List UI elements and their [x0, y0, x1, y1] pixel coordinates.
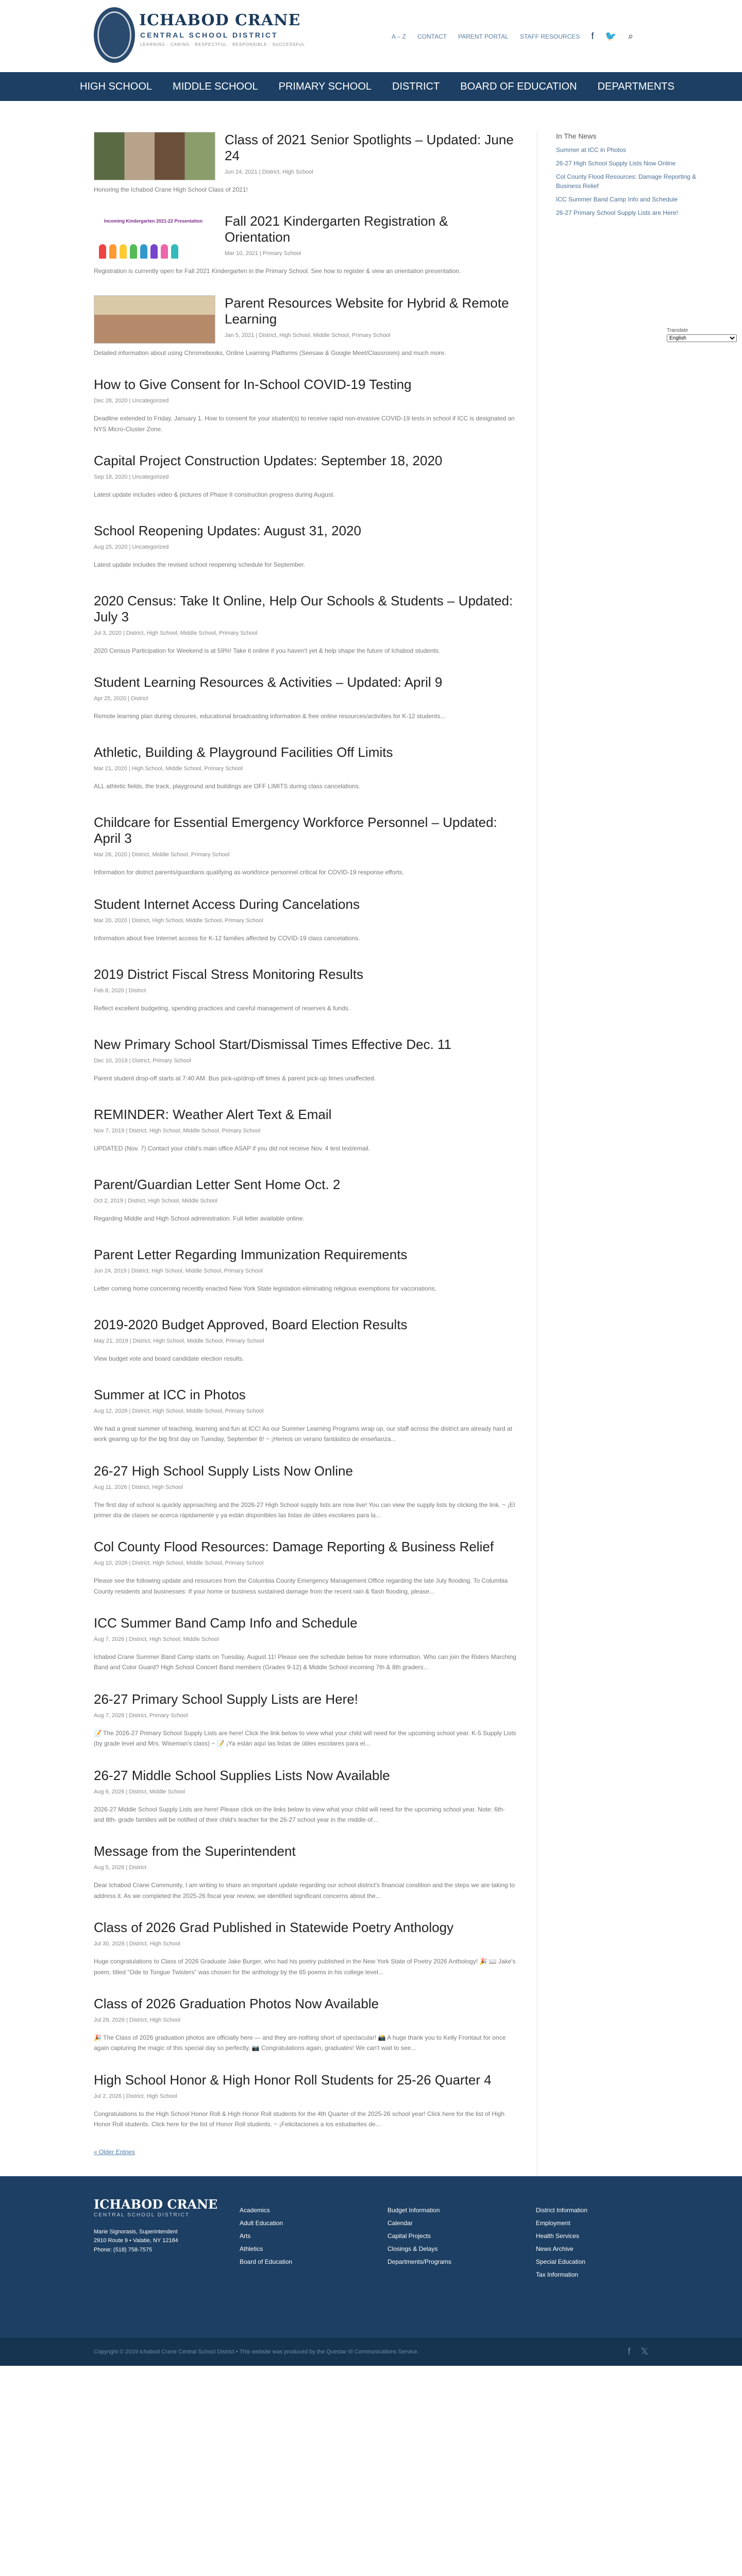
post-excerpt: Remote learning plan during closures, educational broadcasting information & free online resources/activities for K-12 students...	[94, 713, 446, 720]
sidebar-news-link[interactable]: Col County Flood Resources: Damage Reporting & Business Relief	[556, 173, 697, 190]
footer-link[interactable]: Health Services	[536, 2232, 580, 2240]
post-body	[94, 1037, 516, 1083]
post-body	[94, 1107, 516, 1154]
post-body	[94, 1387, 516, 1445]
footer-link[interactable]: Employment	[536, 2219, 570, 2227]
post-entry	[94, 1247, 516, 1298]
post-entry	[94, 1920, 516, 1977]
post-excerpt: Dear Ichabod Crane Community, I am writing to share an important update regarding our school district's financial condition and the steps we are taking to address it. As we completed the 2025-26 fiscal year review, we identified significant concerns about the...	[94, 1882, 515, 1900]
post-entry	[94, 1996, 516, 2054]
footer-link[interactable]: News Archive	[536, 2245, 574, 2253]
footer-link[interactable]: Tax Information	[536, 2271, 579, 2279]
post-title[interactable]: ICC Summer Band Camp Info and Schedule	[94, 1615, 358, 1631]
older-entries-link[interactable]: « Older Entries	[94, 2148, 136, 2156]
phone: Phone: (518) 758-7575	[94, 2246, 153, 2253]
post-excerpt: Registration is currently open for Fall 2021 Kindergarten in the Primary School. See how to register & view an orientation presentation.	[94, 267, 461, 275]
nav-primary-school[interactable]: PRIMARY SCHOOL	[278, 80, 372, 92]
post-title[interactable]: Parent/Guardian Letter Sent Home Oct. 2	[94, 1176, 341, 1192]
post-title[interactable]: Student Learning Resources & Activities – Updated: April 9	[94, 674, 443, 690]
util-link-a-z[interactable]: A – Z	[392, 32, 407, 40]
post-title[interactable]: Class of 2026 Grad Published in Statewide Poetry Anthology	[94, 1920, 454, 1936]
sidebar-news-link[interactable]: Summer at ICC in Photos	[556, 146, 627, 154]
post-excerpt: Huge congratulations to Class of 2026 Graduate Jake Burger, who had his poetry published in the New York State of Poetry 2026 Anthology! 🎉 📖 Jake's poem, titled "Ode to Tongue Twisters" was chosen for the anthology by the 65 poems in his college level...	[94, 1958, 516, 1976]
post-body	[94, 1247, 516, 1294]
post-thumbnail[interactable]	[94, 213, 215, 262]
post-title[interactable]: 2019 District Fiscal Stress Monitoring Results	[94, 966, 364, 982]
util-link-contact[interactable]: CONTACT	[417, 32, 447, 40]
sidebar-news-link[interactable]: ICC Summer Band Camp Info and Schedule	[556, 196, 678, 203]
post-meta: Aug 10, 2026 | District, High School, Middle School, Primary School	[94, 1560, 264, 1567]
post-body	[94, 1996, 516, 2054]
post-meta: Jul 3, 2020 | District, High School, Middle School, Primary School	[94, 630, 258, 636]
footer-subtitle: CENTRAL SCHOOL DISTRICT	[94, 2212, 190, 2218]
post-body	[94, 523, 516, 570]
post-title[interactable]: Childcare for Essential Emergency Workforce Personnel – Updated: April 3	[94, 815, 497, 846]
post-body	[94, 453, 516, 500]
kid-figure	[161, 244, 168, 259]
post-body	[94, 1539, 516, 1597]
post-excerpt: Letter coming home concerning recently enacted New York State legislation eliminating religious exemptions for vaccinations.	[94, 1284, 437, 1292]
post-title[interactable]: 26-27 High School Supply Lists Now Online	[94, 1463, 353, 1479]
post-body	[94, 2072, 516, 2130]
post-body	[94, 967, 516, 1013]
post-entry	[94, 1768, 516, 1825]
footer-link[interactable]: Capital Projects	[387, 2232, 431, 2240]
kid-figure	[140, 244, 147, 259]
main-nav	[0, 72, 742, 101]
post-entry	[94, 1691, 516, 1749]
post-excerpt: ALL athletic fields, the track, playground and buildings are OFF LIMITS during class cancelations.	[94, 783, 361, 790]
util-link-staff-resources[interactable]: STAFF RESOURCES	[519, 32, 580, 40]
post-meta: Aug 6, 2026 | District, Middle School	[94, 1788, 185, 1795]
language-select[interactable]	[667, 334, 737, 342]
post-title[interactable]: Class of 2026 Graduation Photos Now Available	[94, 1995, 379, 2011]
post-excerpt: 📝 The 2026-27 Primary School Supply Lists are here! Click the link below to view what your child will need for the upcoming school year. K-5 Supply Lists (by grade level and Mrs. Wiseman's class) ~ 📝 ¡Ya están aquí las listas de útiles escolares para el...	[94, 1729, 516, 1748]
kid-figure	[99, 244, 106, 259]
post-meta: Mar 21, 2020 | High School, Middle School, Primary School	[94, 766, 243, 772]
nav-district[interactable]: DISTRICT	[392, 80, 440, 92]
post-entry	[94, 967, 516, 1018]
post-meta: Aug 7, 2026 | District, Primary School	[94, 1712, 188, 1719]
post-meta: Apr 25, 2020 | District	[94, 696, 148, 702]
post-body	[94, 1317, 516, 1364]
post-entry	[94, 1463, 516, 1521]
utility-nav	[392, 31, 633, 42]
post-excerpt: Honoring the Ichabod Crane High School Class of 2021!	[94, 186, 248, 193]
nav-departments[interactable]: DEPARTMENTS	[597, 80, 674, 92]
post-meta: Aug 11, 2026 | District, High School	[94, 1484, 183, 1490]
footer-link[interactable]: Closings & Delays	[387, 2245, 438, 2253]
thumb-caption: Incoming Kindergarten 2021-22 Presentation	[104, 218, 203, 224]
post-title[interactable]: High School Honor & High Honor Roll Students for 25-26 Quarter 4	[94, 2072, 492, 2088]
footer-link[interactable]: Special Education	[536, 2258, 586, 2266]
post-title[interactable]: School Reopening Updates: August 31, 2020	[94, 522, 361, 538]
post-meta: Jan 5, 2021 | District, High School, Middle School, Primary School	[225, 332, 391, 338]
footer-link[interactable]: Calendar	[387, 2219, 413, 2227]
post-excerpt: 2020 Census Participation for Weekend is at 59%! Take it online if you haven't yet & help shape the future of Ichabod students.	[94, 647, 441, 654]
post-meta: Mar 20, 2020 | District, High School, Middle School, Primary School	[94, 917, 263, 924]
post-excerpt: Latest update includes video & pictures of Phase II construction progress during August.	[94, 490, 335, 498]
post-entry	[94, 523, 516, 574]
post-excerpt: UPDATED (Nov. 7) Contact your child's main office ASAP if you did not receive Nov. 4 test text/email.	[94, 1144, 370, 1152]
post-entry	[94, 213, 516, 276]
post-meta: Mar 10, 2021 | Primary School	[225, 250, 301, 257]
footer-link[interactable]: Board of Education	[240, 2258, 293, 2266]
post-title[interactable]: Summer at ICC in Photos	[94, 1386, 246, 1402]
post-body	[94, 896, 516, 943]
post-excerpt: Parent student drop-off starts at 7:40 AM. Bus pick-up/drop-off times & parent pick-up times unaffected.	[94, 1074, 376, 1082]
post-body	[94, 1920, 516, 1977]
translate-label: Translate	[667, 328, 688, 333]
util-link-parent-portal[interactable]: PARENT PORTAL	[458, 32, 509, 40]
post-title[interactable]: Message from the Superintendent	[94, 1843, 296, 1859]
post-title[interactable]: 2019-2020 Budget Approved, Board Election Results	[94, 1316, 408, 1332]
post-meta: May 21, 2019 | District, High School, Middle School, Primary School	[94, 1337, 264, 1344]
header	[0, 0, 742, 72]
nav-middle-school[interactable]: MIDDLE SCHOOL	[173, 80, 258, 92]
post-meta: Feb 8, 2020 | District	[94, 987, 146, 994]
post-entry	[94, 1107, 516, 1158]
post-excerpt: 🎉 The Class of 2026 graduation photos are officially here — and they are nothing short of spectacular! 📸 A huge thank you to Kelly Frontaut for once again capturing the magic of this special day so perfectly. 📷 Congratulations again, graduates! We can't wait to see...	[94, 2033, 506, 2052]
post-entry	[94, 1177, 516, 1228]
post-meta: Oct 2, 2019 | District, High School, Middle School	[94, 1197, 218, 1204]
post-meta: Jun 24, 2021 | District, High School	[225, 169, 313, 175]
footer-link[interactable]: Academics	[240, 2206, 270, 2214]
post-entry	[94, 1387, 516, 1445]
post-title[interactable]: New Primary School Start/Dismissal Times Effective Dec. 11	[94, 1036, 452, 1052]
post-entry	[94, 453, 516, 504]
post-excerpt: Regarding Middle and High School administration. Full letter available online.	[94, 1214, 305, 1222]
post-body	[94, 674, 516, 721]
footer-link[interactable]: District Information	[536, 2206, 588, 2214]
post-body	[94, 1691, 516, 1749]
sidebar-title: In The News	[556, 132, 597, 140]
post-excerpt: Information for district parents/guardians qualifying as workforce personnel critical for COVID-19 response efforts.	[94, 869, 404, 876]
post-entry	[94, 1615, 516, 1673]
kids-illustration	[99, 244, 178, 259]
post-body	[225, 295, 516, 348]
post-entry	[94, 377, 516, 434]
post-entry	[94, 1539, 516, 1597]
footer-link[interactable]: Arts	[240, 2232, 251, 2240]
post-title[interactable]: 2020 Census: Take It Online, Help Our Schools & Students – Updated: July 3	[94, 592, 513, 624]
post-entry	[94, 674, 516, 726]
logo-subtitle: CENTRAL SCHOOL DISTRICT	[140, 31, 278, 39]
post-meta: Aug 12, 2026 | District, High School, Middle School, Primary School	[94, 1408, 264, 1414]
post-title[interactable]: Parent Resources Website for Hybrid & Remote Learning	[225, 295, 509, 327]
post-excerpt: 2026-27 Middle School Supply Lists are here! Please click on the links below to view what your child will need for the upcoming school year. Note: 6th- and 8th- grade families will be notified of their child's teacher for the 26-27 school year in the middle of...	[94, 1805, 505, 1824]
post-meta: Jul 29, 2026 | District, High School	[94, 2016, 180, 2023]
post-meta: Mar 26, 2020 | District, Middle School, Primary School	[94, 852, 230, 858]
post-excerpt: Information about free Internet access for K-12 families affected by COVID-19 class cancelations.	[94, 934, 360, 942]
post-title[interactable]: Athletic, Building & Playground Facilities Off Limits	[94, 744, 393, 760]
sidebar	[537, 132, 721, 2176]
post-body	[94, 377, 516, 434]
post-excerpt: Deadline extended to Friday, January 1. How to consent for your student(s) to receive rapid non-invasive COVID-19 tests in school if ICC is designated an NYS Micro-Cluster Zone.	[94, 415, 515, 433]
footer-link[interactable]: Departments/Programs	[387, 2258, 452, 2266]
kid-figure	[130, 244, 137, 259]
facebook-icon[interactable]: f	[591, 31, 594, 41]
sidebar-news-link[interactable]: 26-27 High School Supply Lists Now Online	[556, 160, 676, 167]
footer-link[interactable]: Adult Education	[240, 2219, 283, 2227]
logo-tagline: LEARNING · CARING · RESPECTFUL · RESPONSIBLE · SUCCESSFUL	[140, 42, 306, 47]
kid-figure	[171, 244, 178, 259]
post-entry	[94, 744, 516, 796]
post-thumbnail[interactable]	[94, 295, 215, 344]
sidebar-news-link[interactable]: 26-27 Primary School Supply Lists are Here!	[556, 209, 678, 216]
facebook-icon[interactable]: f	[628, 2346, 631, 2357]
twitter-icon[interactable]: 🐦	[605, 31, 617, 41]
copyright-text: Copyright © 2019 Ichabod Crane Central School District • This website was produced by the Questar III Communications Service.	[94, 2348, 419, 2355]
superintendent: Marie Signorasis, Superintendent	[94, 2228, 178, 2235]
address-line: 2910 Route 9 • Valatie, NY 12184	[94, 2238, 178, 2244]
post-body	[94, 1843, 516, 1901]
post-meta: Jul 2, 2026 | District, High School	[94, 2093, 177, 2099]
post-body	[94, 1177, 516, 1224]
post-excerpt: Detailed information about using Chromebooks, Online Learning Platforms (Seesaw & Google Meet/Classroom) and much more.	[94, 349, 446, 357]
post-title[interactable]: Col County Flood Resources: Damage Reporting & Business Relief	[94, 1539, 494, 1555]
post-body	[94, 1615, 516, 1673]
post-meta: Aug 7, 2026 | District, High School, Middle School	[94, 1636, 219, 1643]
logo-seal	[97, 11, 131, 59]
post-body	[225, 213, 516, 266]
footer	[0, 2176, 742, 2338]
post-entry	[94, 593, 516, 656]
post-title[interactable]: 26-27 Middle School Supplies Lists Now Available	[94, 1767, 390, 1783]
post-excerpt: Congratulations to the High School Honor Roll & High Honor Roll students for the 4th Quarter of the 2025-26 school year! Click here for the list of High Honor Roll students. Click here for the list of Honor Roll students. ~ ¡Felicitaciones a los estudiantes de...	[94, 2110, 505, 2128]
post-entry	[94, 132, 516, 195]
post-meta: Jun 24, 2019 | District, High School, Middle School, Primary School	[94, 1267, 263, 1274]
post-excerpt: Ichabod Crane Summer Band Camp starts on Tuesday, August 11! Please see the schedule below for more information. Who can join the Riders Marching Band and Color Guard? High School Concert Band members (Grades 9-12) & Middle School incoming 7th & 8th graders...	[94, 1653, 516, 1671]
nav-board-of-education[interactable]: BOARD OF EDUCATION	[460, 80, 577, 92]
post-body	[225, 132, 516, 184]
logo-title: ICHABOD CRANE	[139, 11, 301, 29]
post-title[interactable]: Parent Letter Regarding Immunization Requirements	[94, 1246, 408, 1262]
x-icon[interactable]: 𝕏	[640, 2346, 648, 2357]
post-excerpt: Reflect excellent budgeting, spending practices and careful management of reserves & funds.	[94, 1004, 350, 1012]
post-entry	[94, 1037, 516, 1088]
post-list	[94, 132, 537, 2176]
post-meta: Jul 30, 2026 | District, High School	[94, 1941, 180, 1947]
post-excerpt: Latest update includes the revised school reopening schedule for September.	[94, 561, 306, 568]
post-body	[94, 593, 516, 656]
post-meta: Dec 28, 2020 | Uncategorized	[94, 398, 169, 404]
post-excerpt: We had a great summer of teaching, learning and fun at ICC! As our Summer Learning Programs wrap up, our staff across the district are already hard at work gearing up for the big first day on Tuesday, September 8! ~ ¡Hemos un verano fantástico de enseñanza...	[94, 1425, 512, 1443]
kid-figure	[120, 244, 127, 259]
search-icon[interactable]: ⌕	[628, 31, 633, 41]
post-body	[94, 1463, 516, 1521]
footer-link[interactable]: Budget Information	[387, 2206, 440, 2214]
post-entry	[94, 1843, 516, 1901]
post-entry	[94, 815, 516, 877]
post-body	[94, 1768, 516, 1825]
post-title[interactable]: Fall 2021 Kindergarten Registration & Orientation	[225, 213, 448, 245]
post-entry	[94, 896, 516, 948]
post-title[interactable]: Capital Project Construction Updates: September 18, 2020	[94, 452, 443, 468]
kid-figure	[109, 244, 116, 259]
post-title[interactable]: How to Give Consent for In-School COVID-19 Testing	[94, 377, 412, 393]
post-meta: Dec 10, 2019 | District, Primary School	[94, 1057, 191, 1064]
footer-col-1	[240, 2204, 292, 2269]
post-excerpt: The first day of school is quickly approaching and the 2026-27 High School supply lists are now live! You can view the supply lists by clicking the link. ~ ¡El primer día de clases se acerca rápidamente y ya están disponibles las listas de útiles escolares para la...	[94, 1501, 515, 1519]
post-meta: Nov 7, 2019 | District, High School, Middle School, Primary School	[94, 1127, 261, 1134]
post-entry	[94, 295, 516, 358]
post-meta: Aug 5, 2026 | District	[94, 1865, 146, 1871]
translate-widget	[667, 328, 737, 342]
post-title[interactable]: REMINDER: Weather Alert Text & Email	[94, 1106, 332, 1122]
footer-col-2	[387, 2204, 451, 2269]
post-excerpt: Please see the following update and resources from the Columbia County Emergency Management Office regarding the late July flooding. To Columbia County residents and businesses: If your home or business sustained damage from the recent rain & flash flooding, please...	[94, 1577, 508, 1595]
post-excerpt: View budget vote and board candidate election results.	[94, 1354, 244, 1362]
post-body	[94, 744, 516, 791]
post-entry	[94, 1317, 516, 1368]
kid-figure	[150, 244, 158, 259]
footer-address	[94, 2228, 178, 2255]
post-body	[94, 815, 516, 877]
post-meta: Aug 25, 2020 | Uncategorized	[94, 544, 169, 550]
footer-link[interactable]: Athletics	[240, 2245, 263, 2253]
nav-high-school[interactable]: HIGH SCHOOL	[80, 80, 153, 92]
post-meta: Sep 18, 2020 | Uncategorized	[94, 473, 169, 480]
footer-title: ICHABOD CRANE	[94, 2196, 218, 2212]
footer-col-3	[536, 2204, 587, 2282]
post-entry	[94, 2072, 516, 2130]
post-title[interactable]: Class of 2021 Senior Spotlights – Updated: June 24	[225, 132, 514, 163]
footer-social	[628, 2346, 648, 2357]
post-thumbnail[interactable]	[94, 132, 215, 180]
copyright-bar	[0, 2338, 742, 2366]
district-logo[interactable]	[94, 7, 135, 63]
post-title[interactable]: Student Internet Access During Cancelations	[94, 896, 360, 912]
post-title[interactable]: 26-27 Primary School Supply Lists are Here!	[94, 1691, 359, 1707]
